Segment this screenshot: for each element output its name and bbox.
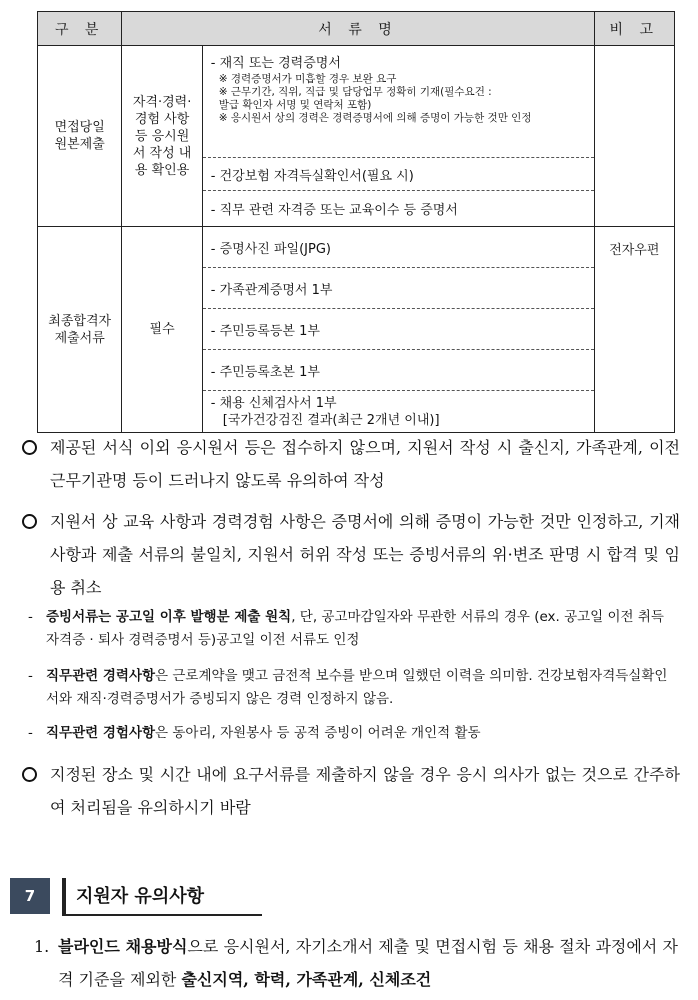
table-row <box>38 46 675 158</box>
doc-item-photo: - 증명사진 파일(JPG) <box>202 227 594 268</box>
doc-item-resident-register: - 주민등록등본 1부 <box>202 309 594 350</box>
table-header-row <box>38 12 675 46</box>
note-line: ※ 응시원서 상의 경력은 경력증명서에 의해 증명이 가능한 것만 인정 <box>218 112 532 124</box>
category-interview-cell <box>38 46 122 227</box>
numbered-bold: 출신지역, 학력, 가족관계, 신체조건 <box>181 970 432 989</box>
dash-bold: 증빙서류는 공고일 이후 발행분 제출 원칙 <box>46 609 292 625</box>
notice-paragraph <box>22 758 680 824</box>
notice-text: 지정된 장소 및 시간 내에 요구서류를 제출하지 않을 경우 응시 의사가 없는 것으로 간주하여 처리됨을 유의하시기 바람 <box>50 765 680 817</box>
subcategory-verification-cell <box>122 46 202 227</box>
note-line: 발급 확인자 서명 및 연락처 포함) <box>218 99 372 111</box>
remark-cell-empty <box>594 46 674 227</box>
category-final: 최종합격자 제출서류 <box>48 313 112 346</box>
circle-bullet-icon <box>22 514 37 529</box>
doc-item-employment-certificate <box>202 46 594 158</box>
dash-bold: 직무관련 경력사항 <box>46 668 156 684</box>
doc-item-label: - 재직 또는 경력증명서 <box>210 56 341 71</box>
numbered-bold: 블라인드 채용방식 <box>58 937 188 956</box>
doc-item-health-insurance: - 건강보험 자격득실확인서(필요 시) <box>202 158 594 191</box>
section-divider <box>62 878 66 914</box>
remark-email: 전자우편 <box>594 227 674 433</box>
header-category: 구 분 <box>38 12 122 46</box>
dash-text: , 단, 공고마감일자와 무관한 서류의 경우 (ex. 공고일 이전 취득 자격증 · 퇴사 경력증명서 등)공고일 이전 서류도 인정 <box>46 609 664 648</box>
subcategory-required: 필수 <box>122 227 202 433</box>
doc-item-label: - 채용 신체검사서 1부 <box>210 395 337 411</box>
doc-item-related-certificates: - 직무 관련 자격증 또는 교육이수 등 증명서 <box>202 191 594 227</box>
dash-item: - 직무관련 경험사항은 동아리, 자원봉사 등 공적 증빙이 어려운 개인적 활동 <box>28 725 481 741</box>
numbered-item-label: 1. <box>34 937 50 956</box>
section-number: 7 <box>10 878 50 914</box>
dash-bold: 직무관련 경험사항 <box>46 725 156 741</box>
notice-paragraph <box>22 431 680 497</box>
table-row <box>38 227 675 268</box>
required-documents-table <box>37 11 675 433</box>
notice-text: 제공된 서식 이외 응시원서 등은 접수하지 않으며, 지원서 작성 시 출신지, 가족관계, 이전 근무기관명 등이 드러나지 않도록 유의하여 작성 <box>50 438 680 490</box>
dash-text: 은 동아리, 자원봉사 등 공적 증빙이 어려운 개인적 활동 <box>155 725 481 741</box>
numbered-text: 으로 응시원서, 자기소개서 제출 및 면접시험 등 채용 절차 과정에서 자격 기준을 제외한 <box>58 937 678 989</box>
note-line: ※ 근무기간, 직위, 직급 및 담당업무 정확히 기재(필수요건 : <box>218 86 492 98</box>
doc-item-sublabel: [국가건강검진 결과(최근 2개년 이내)] <box>222 412 440 428</box>
dash-item: - 직무관련 경력사항은 근로계약을 맺고 금전적 보수를 받으며 일했던 이력을 의미함. 건강보험자격득실확인서와 재직·경력증명서가 증빙되지 않은 경력 인정하지 않음. <box>28 668 668 707</box>
header-document-name: 서 류 명 <box>122 12 594 46</box>
section-underline <box>62 914 262 916</box>
note-line: ※ 경력증명서가 미흡할 경우 보완 요구 <box>218 73 397 85</box>
section-title: 지원자 유의사항 <box>76 886 204 907</box>
dash-item: - 증빙서류는 공고일 이후 발행분 제출 원칙, 단, 공고마감일자와 무관한 서류의 경우 (ex. 공고일 이전 취득 자격증 · 퇴사 경력증명서 등)공고일 이전 서류도 인정 <box>28 609 664 648</box>
header-remark: 비 고 <box>594 12 674 46</box>
category-final-cell <box>38 227 122 433</box>
notice-paragraph <box>22 505 680 604</box>
numbered-item <box>34 930 678 996</box>
circle-bullet-icon <box>22 767 37 782</box>
doc-item-medical-check <box>202 391 594 433</box>
category-interview: 면접당일 원본제출 <box>54 120 105 152</box>
subcategory-verification: 자격·경력·경험 사항 등 응시원서 작성 내용 확인용 <box>132 94 192 178</box>
notice-text: 지원서 상 교육 사항과 경력경험 사항은 증명서에 의해 증명이 가능한 것만 인정하고, 기재사항과 제출 서류의 불일치, 지원서 허위 작성 또는 증빙서류의 위·변조 판명 시 합격 및 임용 취소 <box>50 512 680 597</box>
doc-item-resident-abstract: - 주민등록초본 1부 <box>202 350 594 391</box>
circle-bullet-icon <box>22 440 37 455</box>
doc-notes <box>211 73 594 125</box>
dash-text: 은 근로계약을 맺고 금전적 보수를 받으며 일했던 이력을 의미함. 건강보험자격득실확인서와 재직·경력증명서가 증빙되지 않은 경력 인정하지 않음. <box>46 668 668 707</box>
doc-item-family-relation: - 가족관계증명서 1부 <box>202 268 594 309</box>
